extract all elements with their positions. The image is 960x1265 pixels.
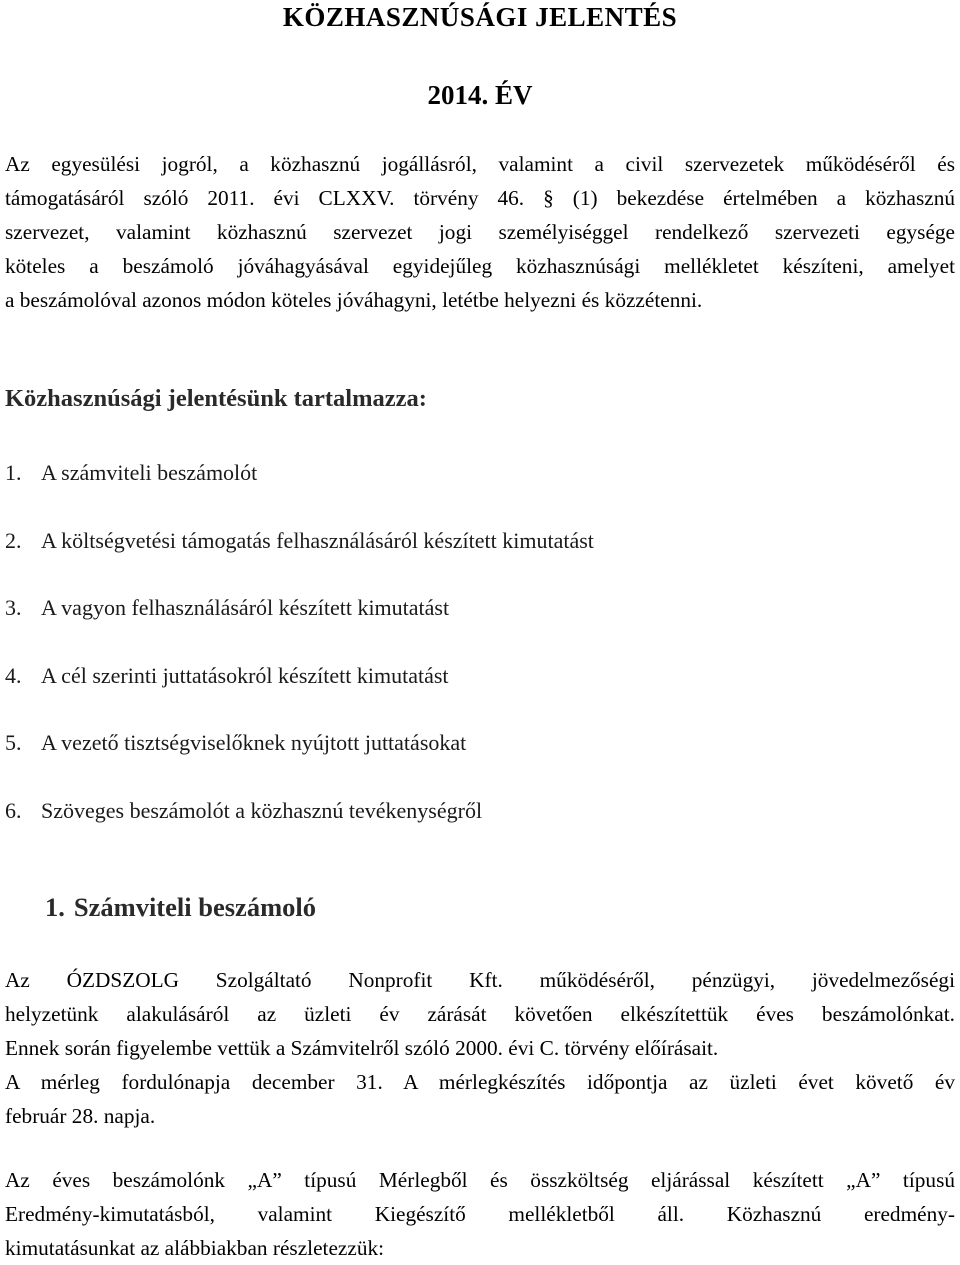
list-item-number: 5. — [5, 730, 22, 756]
list-item — [5, 794, 594, 828]
contents-heading: Közhasznúsági jelentésünk tartalmazza: — [5, 385, 427, 412]
list-item-text: A vagyon felhasználásáról készített kimutatást — [41, 595, 450, 621]
paragraph-line: A mérleg fordulónapja december 31. A mérlegkészítés időpontja az üzleti évet követő év — [5, 1070, 955, 1094]
intro-paragraph — [5, 147, 955, 317]
contents-list — [5, 456, 594, 862]
list-item-number: 4. — [5, 662, 22, 688]
paragraph-line: Eredmény-kimutatásból, valamint Kiegészítő mellékletből áll. Közhasznú eredmény- — [5, 1202, 955, 1226]
list-item-number: 2. — [5, 527, 22, 553]
intro-line: támogatásáról szóló 2011. évi CLXXV. törvény 46. § (1) bekezdése értelmében a közhasznú — [5, 186, 955, 210]
intro-line: köteles a beszámoló jóváhagyásával egyidejűleg közhasznúsági mellékletet készíteni, amelyet — [5, 254, 955, 278]
paragraph-line: Az éves beszámolónk „A” típusú Mérlegből és összköltség eljárással készített „A” típusú — [5, 1168, 955, 1192]
list-item-text: A költségvetési támogatás felhasználásáról készített kimutatást — [41, 527, 594, 553]
section-number: 1. — [45, 892, 65, 922]
paragraph-line: Ennek során figyelembe vettük a Számvitelről szóló 2000. évi C. törvény előírásait. — [5, 1036, 719, 1060]
list-item — [5, 726, 594, 760]
section-paragraph — [5, 1163, 955, 1265]
section-title: Számviteli beszámoló — [73, 892, 317, 922]
list-item-text: A cél szerinti juttatásokról készített kimutatást — [41, 662, 449, 688]
list-item — [5, 659, 594, 693]
paragraph-line: február 28. napja. — [5, 1104, 156, 1128]
list-item — [5, 456, 594, 490]
list-item-number: 6. — [5, 797, 22, 823]
section-paragraph — [5, 963, 955, 1133]
list-item-text: A számviteli beszámolót — [41, 460, 258, 485]
document-year: 2014. ÉV — [427, 80, 533, 110]
list-item-text: Szöveges beszámolót a közhasznú tevékenységről — [41, 797, 483, 823]
list-item-text: A vezető tisztségviselőknek nyújtott juttatásokat — [41, 730, 467, 756]
paragraph-line: kimutatásunkat az alábbiakban részletezzük: — [5, 1236, 385, 1260]
list-item-number: 3. — [5, 595, 22, 621]
paragraph-line: helyzetünk alakulásáról az üzleti év zárását követően elkészítettük éves beszámolónkat. — [5, 1002, 955, 1026]
intro-line: Az egyesülési jogról, a közhasznú jogállásról, valamint a civil szervezetek működéséről és — [5, 152, 955, 176]
intro-line: szervezet, valamint közhasznú szervezet jogi személyiséggel rendelkező szervezeti egysége — [5, 220, 955, 244]
document-title: KÖZHASZNÚSÁGI JELENTÉS — [282, 2, 678, 32]
section-heading — [45, 892, 316, 923]
list-item — [5, 524, 594, 558]
list-item — [5, 591, 594, 625]
intro-line: a beszámolóval azonos módon köteles jóváhagyni, letétbe helyezni és közzétenni. — [5, 288, 703, 312]
paragraph-line: Az ÓZDSZOLG Szolgáltató Nonprofit Kft. működéséről, pénzügyi, jövedelmezőségi — [5, 968, 955, 992]
list-item-number: 1. — [5, 460, 22, 485]
